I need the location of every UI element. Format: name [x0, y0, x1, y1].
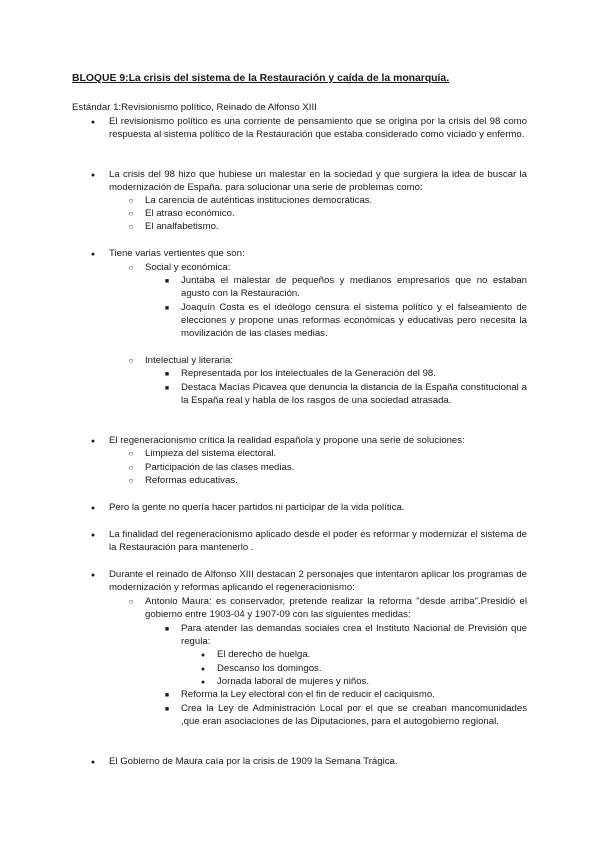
list-item: Antonio Maura: es conservador, pretende realizar la reforma "desde arriba".Presidió el gobierno entre 1903-04 y 1907-09 con las siguientes medidas: [145, 596, 527, 621]
list-item: Joaquín Costa es el ideólogo censura el sistema político y el falseamiento de elecciones y propone unas reformas económicas y educativas pero necesita la movilización de las clases medias. [181, 302, 527, 340]
bullet-square-icon [162, 688, 172, 702]
bullet-disc-icon [88, 168, 98, 182]
paragraph-crisis-98: La crisis del 98 hizo que hubiese un malestar en la sociedad y que surgiera la idea de buscar la modernización de España. para solucionar una serie de problemas como: [109, 169, 527, 194]
bullet-disc-icon [88, 528, 98, 542]
bullet-disc-icon [88, 115, 98, 129]
list-item: Descanso los domingos. [217, 663, 322, 674]
bullet-circle-icon [126, 461, 136, 474]
bullet-disc-icon [198, 662, 208, 676]
list-item: Jornada laboral de mujeres y niños. [217, 676, 369, 687]
bullet-disc-icon [198, 648, 208, 662]
list-item: Representada por los intelectuales de la Generación del 98. [181, 368, 436, 379]
bullet-disc-icon [88, 247, 98, 261]
list-item: Participación de las clases medias. [145, 462, 295, 473]
bullet-disc-icon [198, 675, 208, 689]
bullet-circle-icon [126, 261, 136, 274]
list-item: Social y económica: [145, 262, 231, 273]
bullet-circle-icon [126, 354, 136, 367]
list-item: Destaca Macías Picavea que denuncia la distancia de la España constitucional a la España real y habla de los rasgos de una sociedad atrasada. [181, 382, 527, 407]
paragraph-partidos: Pero la gente no quería hacer partidos ni participar de la vida política. [109, 502, 405, 513]
list-item: Limpieza del sistema electoral. [145, 448, 277, 459]
list-item: La carencia de auténticas instituciones democráticas. [145, 195, 373, 206]
bullet-square-icon [162, 274, 172, 288]
bullet-square-icon [162, 367, 172, 381]
list-item: Juntaba el malestar de pequeños y medianos empresarios que no estaban agusto con la Restauración. [181, 275, 527, 300]
list-item: Crea la Ley de Administración Local por el que se creaban mancomunidades ,que eran asociaciones de las Diputaciones, para el autogobierno regional. [181, 703, 527, 728]
bullet-disc-icon [88, 755, 98, 769]
list-item: Para atender las demandas sociales crea el Instituto Nacional de Previsión que regula: [181, 623, 527, 648]
bullet-circle-icon [126, 207, 136, 220]
bullet-disc-icon [88, 434, 98, 448]
list-item: Intelectual y literaria: [145, 355, 233, 366]
bullet-disc-icon [88, 501, 98, 515]
list-item: Reformas educativas. [145, 475, 238, 486]
list-item: Reforma la Ley electoral con el fin de reducir el caciquismo. [181, 689, 435, 700]
bullet-circle-icon [126, 474, 136, 487]
bullet-circle-icon [126, 194, 136, 207]
page-title: BLOQUE 9:La crisis del sistema de la Restauración y caída de la monarquía. [72, 73, 450, 84]
bullet-circle-icon [126, 447, 136, 460]
paragraph-semana-tragica: El Gobierno de Maura caía por la crisis de 1909 la Semana Trágica. [109, 756, 398, 767]
bullet-square-icon [162, 381, 172, 395]
list-item: El analfabetismo. [145, 221, 219, 232]
bullet-circle-icon [126, 220, 136, 233]
standard-heading: Estándar 1:Revisionismo político, Reinado de Alfonso XIII [72, 102, 317, 113]
bullet-square-icon [162, 301, 172, 315]
bullet-disc-icon [88, 568, 98, 582]
paragraph-alfonso-xiii: Durante el reinado de Alfonso XIII destacan 2 personajes que intentaron aplicar los programas de modernización y reformas aplicando el regeneracionismo: [109, 569, 527, 594]
paragraph-regeneracionismo: El regeneracionismo crítica la realidad española y propone una serie de soluciones: [109, 435, 465, 446]
paragraph-revisionismo: El revisionismo político es una corriente de pensamiento que se origina por la crisis del 98 como respuesta al sistema político de la Restauración que estaba considerado como viciado y enfermo. [109, 116, 527, 141]
list-item: El derecho de huelga. [217, 649, 311, 660]
bullet-square-icon [162, 622, 172, 636]
paragraph-vertientes: Tiene varias vertientes que son: [109, 248, 245, 259]
bullet-square-icon [162, 702, 172, 716]
paragraph-finalidad: La finalidad del regeneracionismo aplicado desde el poder es reformar y modernizar el sistema de la Restauración para mantenerlo . [109, 529, 527, 554]
bullet-circle-icon [126, 595, 136, 608]
list-item: El atraso económico. [145, 208, 235, 219]
